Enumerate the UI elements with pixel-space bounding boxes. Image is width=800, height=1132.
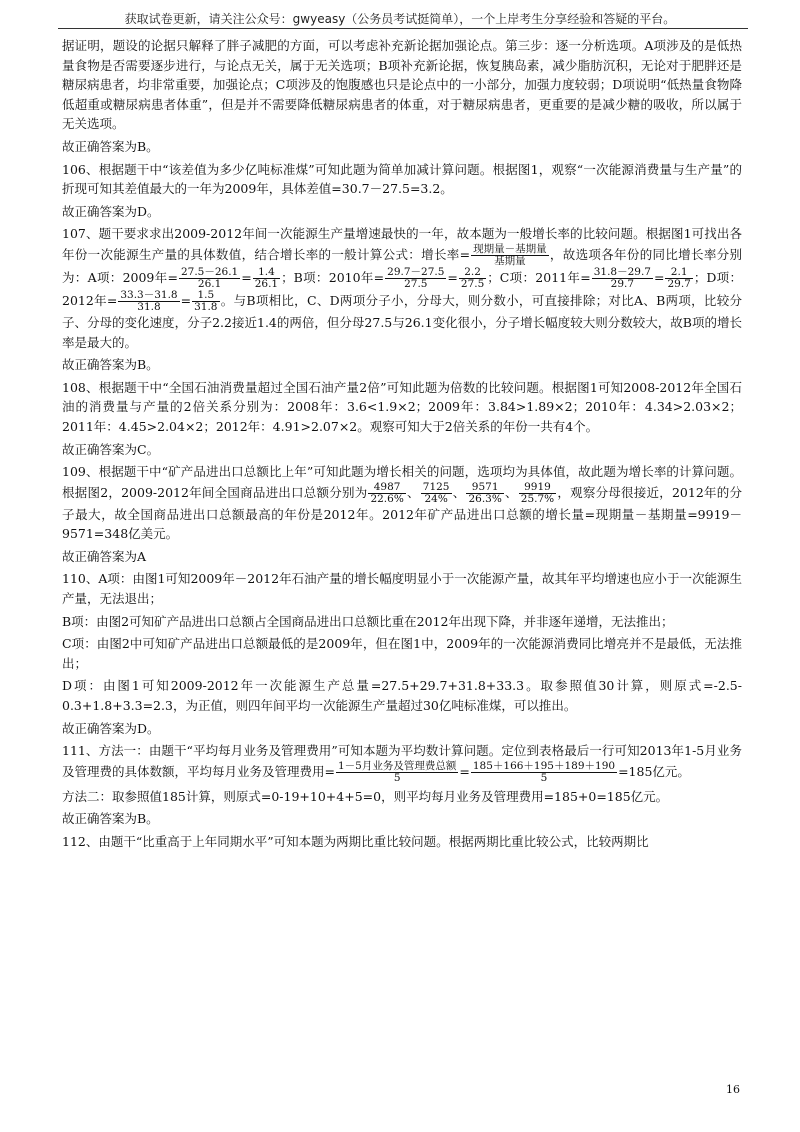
paragraph-analysis: 据证明，题设的论据只解释了胖子减肥的方面，可以考虑补充新论据加强论点。第三步：逐一分析选项。A项涉及的是低热量食物是否需要逐步进行，与论点无关，属于无关选项；B项补充新论据，恢复胰岛素，减少脂肪沉积，无论对于肥胖还是糖尿病患者，均非常重要，加强论点；C项涉及的饱腹感也只是论点中的一小部分，加强力度较弱；D项说明“低热量食物降低超重或糖尿病患者体重”，但是并不需要降低糖尿病患者的体重，对于糖尿病患者，更重要的是减少糖的吸收，所以属于无关选项。 xyxy=(62,38,742,132)
answer-line: 故正确答案为A xyxy=(62,548,147,564)
fraction-denominator: 基期量 xyxy=(494,254,526,267)
question-108: 108、根据题干中“全国石油消费量超过全国石油产量2倍”可知此题为倍数的比较问题。根据图1可知2008-2012年全国石油的消费量与产量的2倍关系分别为：2008年：3.6<1.9×2；2009年：3.84>1.89×2；2010年：4.34>2.03×2；2011年：4.45>2.04×2；2012年：4.91>2.07×2。观察可知大于2倍关系的年份一共有4个。 xyxy=(62,379,742,434)
fraction-numerator: 4987 xyxy=(368,482,405,494)
text-segment: 109、根据题干中“矿产品进出口总额比上年”可知此题为增长相关的问题，选项均为具体值，故此题为增长率的计算问题。根据图2，2009-2012年间全国商品进出口总额分别为 xyxy=(62,464,742,500)
fraction-denominator: 29.7 xyxy=(610,277,635,290)
fraction-numerator: 31.8－29.7 xyxy=(593,265,651,278)
question-111: 111、方法一：由题干“平均每月业务及管理费用”可知本题为平均数计算问题。定位到表格最后一行可知2013年1-5月业务及管理费的具体数额，平均每月业务及管理费用= $\frac{\text{1－5月业务及管理费总额}}{5}$ = $\frac{185+166+195+189+190}{5}$ =185亿元。 xyxy=(62,743,742,784)
fraction-denominator: 26.3% xyxy=(468,492,502,505)
fraction-numerator: 33.3－31.8 xyxy=(120,288,178,301)
fraction-numerator: 1.5 xyxy=(192,290,219,302)
answer-line: 故正确答案为D。 xyxy=(62,203,160,219)
fraction-denominator: 5 xyxy=(540,771,548,784)
fraction-2011 xyxy=(466,482,503,505)
fraction-numerator: 2.1 xyxy=(665,267,692,279)
fraction-denominator: 27.5 xyxy=(404,277,428,290)
fraction-numerator: 2.2 xyxy=(459,267,486,279)
fraction-a xyxy=(179,267,240,290)
question-112: 112、由题干“比重高于上年同期水平”可知本题为两期比重比较问题。根据两期比重比较公式，比较两期比 xyxy=(62,834,649,849)
fraction-denominator: 29.7 xyxy=(667,277,691,290)
fraction-denominator: 25.7% xyxy=(520,492,555,505)
text-segment: ；B项：2010年= xyxy=(281,269,385,285)
header-divider xyxy=(58,28,748,29)
fraction-denominator: 22.6% xyxy=(370,492,404,505)
fraction-denominator: 26.1 xyxy=(197,277,222,290)
fraction-d2 xyxy=(192,290,219,313)
text-segment: ，故选项各年份的同比增长率分别为：A项：2009年= xyxy=(62,246,742,285)
fraction-a2 xyxy=(253,267,280,290)
average-sum-fraction xyxy=(471,761,617,784)
page-number: 16 xyxy=(726,1083,740,1096)
text-segment: 107、题干要求求出2009-2012年间一次能源生产量增速最快的一年，故本题为一般增长率的比较问题。根据图1可找出各年份一次能源生产量的具体数值，结合增长率的一般计算公式：增长率= xyxy=(62,226,742,262)
fraction-d xyxy=(118,290,179,313)
fraction-numerator: 1－5月业务及管理费总额 xyxy=(337,759,457,772)
answer-line: 故正确答案为B。 xyxy=(62,357,159,373)
text-segment: ；D项：2012年= xyxy=(62,269,742,308)
fraction-denominator: 5 xyxy=(393,771,401,784)
fraction-denominator: 26.1 xyxy=(254,277,279,290)
document-body xyxy=(62,36,742,855)
fraction-2012 xyxy=(519,482,556,505)
fraction-numerator: 7125 xyxy=(422,480,450,493)
fraction-numerator: 现期量－基期量 xyxy=(473,242,547,255)
average-formula xyxy=(336,761,458,784)
fraction-denominator: 31.8 xyxy=(137,300,161,313)
question-110-option-a: 110、A项：由图1可知2009年－2012年石油产量的增长幅度明显小于一次能源产量，故其年平均增速也应小于一次能源生产量，无法退出； xyxy=(62,571,742,607)
text-segment: 。与B项相比，C、D两项分子小，分母大，则分数小，可直接排除；对比A、B两项，比较分子、分母的变化速度，分子2.2接近1.4的两倍，但分母27.5与26.1变化很小，分子增长幅度较大则分数较大，故B项的增长率是最大的。 xyxy=(62,292,742,350)
fraction-numerator: 1.4 xyxy=(253,267,280,279)
fraction-denominator: 27.5 xyxy=(460,277,485,290)
answer-line: 故正确答案为B。 xyxy=(62,811,159,827)
question-110-option-c: C项：由图2中可知矿产品进出口总额最低的是2009年，但在图1中，2009年的一次能源消费同比增亮并不是最低，无法推出； xyxy=(62,636,742,671)
text-segment: ；C项：2011年= xyxy=(487,269,591,285)
fraction-denominator: 31.8 xyxy=(194,300,218,313)
fraction-b2 xyxy=(459,267,486,290)
fraction-numerator: 29.7－27.5 xyxy=(387,265,445,278)
question-109: 109、根据题干中“矿产品进出口总额比上年”可知此题为增长相关的问题，选项均为具体值，故此题为增长率的计算问题。根据图2，2009-2012年间全国商品进出口总额分别为 $\frac{4987}{22.6\%}$ 、 $\frac{7125}{24\%}$ 、 $\frac{9571}{26.3\%}$ 、 $\frac{9919}{25.7\%}$ ，观察分母很接近，2012年的分子最大，故全国商品进出口总额最高的年份是2012年。2012年矿产品进出口总额的增长量=现期量－基期量=9919－9571=348亿美元。 xyxy=(62,464,742,542)
answer-line: 故正确答案为C。 xyxy=(62,441,160,457)
fraction-b xyxy=(385,267,446,290)
question-106: 106、根据题干中“该差值为多少亿吨标准煤”可知此题为简单加减计算问题。根据图1，观察“一次能源消费量与生产量”的折现可知其差值最大的一年为2009年，具体差值=30.7－27.5=3.2。 xyxy=(62,161,742,197)
header-banner: 获取试卷更新，请关注公众号：gwyeasy（公务员考试挺简单），一个上岸考生分享经验和答疑的平台。 xyxy=(124,12,676,26)
fraction-denominator: 24% xyxy=(424,492,448,505)
fraction-c2 xyxy=(665,267,692,290)
text-segment: =185亿元。 xyxy=(618,763,690,779)
answer-line: 故正确答案为B。 xyxy=(62,138,159,154)
fraction-numerator: 9571 xyxy=(466,482,503,494)
fraction-2010 xyxy=(421,482,452,505)
fraction-numerator: 9919 xyxy=(519,482,556,494)
answer-line: 故正确答案为D。 xyxy=(62,720,160,736)
fraction-numerator: 27.5－26.1 xyxy=(180,265,239,278)
question-107: 107、题干要求求出2009-2012年间一次能源生产量增速最快的一年，故本题为一般增长率的比较问题。根据图1可找出各年份一次能源生产量的具体数值，结合增长率的一般计算公式：增长率= $\frac{\text{现期量－基期量}}{\text{基期量}}$ ，故选项各年份的同比增长率分别为：A项：2009年= $\frac{27.5-26.1}{26.1}$ = $\frac{1.4}{26.1}$ ；B项：2010年= $\frac{29.7-27.5}{27.5}$ = $\frac{2.2}{27.5}$ ；C项：2011年= $\frac{31.8-29.7}{29.7}$ = $\frac{2.1}{29.7}$ ；D项：2012年= $\frac{33.3-31.8}{31.8}$ = $\frac{1.5}{31.8}$ 。与B项相比，C、D两项分子小，分母大，则分数小，可直接排除；对比A、B两项，比较分子、分母的变化速度，分子2.2接近1.4的两倍，但分母27.5与26.1变化很小，分子增长幅度较大则分数较大，故B项的增长率是最大的。 xyxy=(62,226,742,350)
question-110-option-d: D项：由图1可知2009-2012年一次能源生产总量=27.5+29.7+31.8+33.3。取参照值30计算，则原式=-2.5-0.3+1.8+3.3=2.3，为正值，则四年间平均一次能源生产量超过30亿吨标准煤，可以推出。 xyxy=(62,678,742,714)
text-segment: ，观察分母很接近，2012年的分子最大，故全国商品进出口总额最高的年份是2012年。2012年矿产品进出口总额的增长量=现期量－基期量=9919－9571=348亿美元。 xyxy=(62,484,742,542)
fraction-numerator: 185＋166＋195＋189＋190 xyxy=(472,759,616,772)
growth-rate-formula xyxy=(471,244,549,267)
question-111-method-two: 方法二：取参照值185计算，则原式=0-19+10+4+5=0，则平均每月业务及管理费用=185+0=185亿元。 xyxy=(62,788,669,804)
fraction-2009 xyxy=(368,482,405,505)
fraction-c xyxy=(592,267,653,290)
text-segment: 111、方法一：由题干“平均每月业务及管理费用”可知本题为平均数计算问题。定位到表格最后一行可知2013年1-5月业务及管理费的具体数额，平均每月业务及管理费用= xyxy=(62,743,742,779)
question-110-option-b: B项：由图2可知矿产品进出口总额占全国商品进出口总额比重在2012年出现下降，并非逐年递增，无法推出； xyxy=(62,613,674,629)
